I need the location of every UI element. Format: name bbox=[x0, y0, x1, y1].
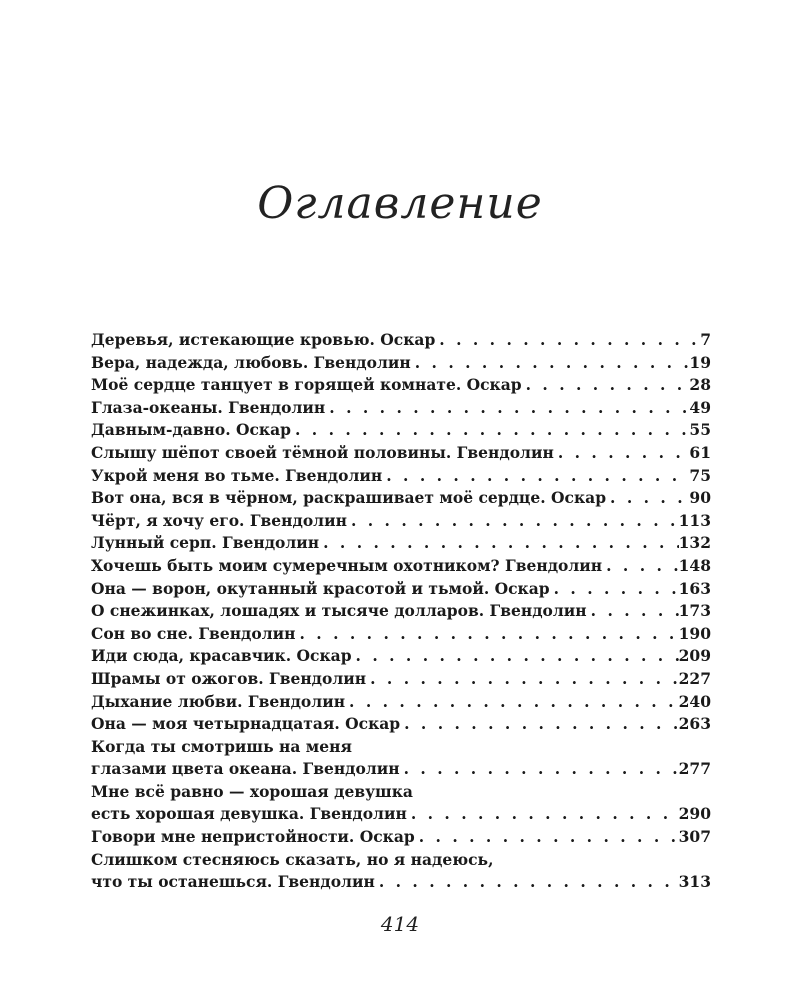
toc-entry-page: 61 bbox=[689, 442, 711, 462]
toc-entry-title: Чёрт, я хочу его. Гвендолин bbox=[91, 510, 347, 530]
toc-entry-title: Говори мне непристойности. Оскар bbox=[91, 827, 415, 847]
toc-entry-page: 227 bbox=[678, 668, 711, 688]
toc-entry[interactable] bbox=[91, 329, 711, 352]
dot-leader bbox=[407, 803, 679, 826]
toc-entry-page: 190 bbox=[678, 623, 711, 643]
toc-entry-title: Укрой меня во тьме. Гвендолин bbox=[91, 465, 383, 485]
toc-entry[interactable] bbox=[91, 352, 711, 375]
toc-entry-page: 90 bbox=[689, 488, 711, 508]
toc-entry-page: 148 bbox=[678, 555, 711, 575]
toc-entry-first-line bbox=[91, 781, 711, 804]
toc-entry-title-line1: Когда ты смотришь на меня bbox=[91, 736, 352, 756]
toc-entry-page: 113 bbox=[678, 510, 711, 530]
toc-entry[interactable] bbox=[91, 555, 711, 578]
dot-leader bbox=[382, 465, 689, 488]
page-number: 414 bbox=[380, 912, 420, 936]
toc-entry-page: 307 bbox=[678, 827, 711, 847]
toc-entry[interactable] bbox=[91, 374, 711, 397]
dot-leader bbox=[319, 532, 679, 555]
page-title: Оглавление bbox=[257, 178, 543, 229]
toc-entry[interactable] bbox=[91, 691, 711, 714]
toc-entry-page: 277 bbox=[678, 759, 711, 779]
toc-entry[interactable] bbox=[91, 645, 711, 668]
toc-entry[interactable] bbox=[91, 600, 711, 623]
toc-entry-page: 313 bbox=[678, 872, 711, 892]
toc-entry-title: Деревья, истекающие кровью. Оскар bbox=[91, 330, 436, 349]
dot-leader bbox=[400, 758, 679, 781]
dot-leader bbox=[554, 442, 690, 465]
toc-entry-title-line1: Слишком стесняюсь сказать, но я надеюсь, bbox=[91, 849, 494, 869]
toc-entry-page: 132 bbox=[678, 533, 711, 553]
toc-entry-title: Лунный серп. Гвендолин bbox=[91, 533, 320, 553]
toc-entry-title: Шрамы от ожогов. Гвендолин bbox=[91, 668, 367, 688]
toc-entry[interactable] bbox=[91, 758, 711, 781]
toc-entry-page: 49 bbox=[689, 397, 711, 417]
toc-entry-title: Хочешь быть моим сумеречным охотником? Гвендолин bbox=[91, 555, 603, 575]
toc-entry-title-line1: Мне всё равно — хорошая девушка bbox=[91, 781, 413, 801]
toc-entry-title: Вот она, вся в чёрном, раскрашивает моё сердце. Оскар bbox=[91, 488, 607, 508]
toc-entry-page: 55 bbox=[689, 420, 711, 440]
dot-leader bbox=[411, 352, 690, 375]
dot-leader bbox=[325, 397, 689, 420]
toc-entry-title: Давным-давно. Оскар bbox=[91, 420, 292, 440]
dot-leader bbox=[366, 668, 679, 691]
toc-entry-title: Моё сердце танцует в горящей комнате. Оскар bbox=[91, 375, 522, 395]
toc-entry[interactable] bbox=[91, 442, 711, 465]
dot-leader bbox=[347, 510, 679, 533]
toc-entry-title: Вера, надежда, любовь. Гвендолин bbox=[91, 352, 411, 372]
dot-leader bbox=[522, 374, 690, 397]
toc-entry-page: 209 bbox=[678, 646, 711, 666]
toc-entry-title: Сон во сне. Гвендолин bbox=[91, 623, 296, 643]
toc-entry[interactable] bbox=[91, 871, 711, 894]
dot-leader bbox=[587, 600, 679, 623]
toc-entry-first-line bbox=[91, 736, 711, 759]
dot-leader bbox=[295, 623, 678, 646]
toc-entry-page: 75 bbox=[689, 465, 711, 485]
toc-entry-page: 263 bbox=[678, 714, 711, 734]
toc-entry-title: О снежинках, лошадях и тысяче долларов. Гвендолин bbox=[91, 601, 587, 621]
dot-leader bbox=[375, 871, 679, 894]
table-of-contents bbox=[91, 329, 711, 894]
dot-leader bbox=[400, 713, 679, 736]
toc-entry[interactable] bbox=[91, 532, 711, 555]
toc-entry-title: есть хорошая девушка. Гвендолин bbox=[91, 804, 407, 824]
toc-entry-title: Глаза-океаны. Гвендолин bbox=[91, 397, 326, 417]
toc-entry[interactable] bbox=[91, 419, 711, 442]
dot-leader bbox=[352, 645, 679, 668]
dot-leader bbox=[415, 826, 679, 849]
toc-entry-title: Дыхание любви. Гвендолин bbox=[91, 691, 346, 711]
toc-entry[interactable] bbox=[91, 510, 711, 533]
toc-entry-title: Она — моя четырнадцатая. Оскар bbox=[91, 714, 401, 734]
dot-leader bbox=[345, 691, 679, 714]
toc-entry[interactable] bbox=[91, 826, 711, 849]
toc-entry-page: 163 bbox=[678, 578, 711, 598]
toc-entry-page: 7 bbox=[700, 330, 711, 349]
toc-entry-page: 173 bbox=[678, 601, 711, 621]
toc-entry-title: глазами цвета океана. Гвендолин bbox=[91, 759, 400, 779]
toc-entry[interactable] bbox=[91, 578, 711, 601]
dot-leader bbox=[602, 555, 679, 578]
toc-entry-page: 240 bbox=[678, 691, 711, 711]
toc-entry-title: что ты останешься. Гвендолин bbox=[91, 872, 375, 892]
toc-entry[interactable] bbox=[91, 487, 711, 510]
toc-entry[interactable] bbox=[91, 465, 711, 488]
toc-entry-page: 290 bbox=[678, 804, 711, 824]
toc-entry-title: Слышу шёпот своей тёмной половины. Гвендолин bbox=[91, 442, 554, 462]
toc-entry-page: 19 bbox=[689, 352, 711, 372]
toc-entry-title: Она — ворон, окутанный красотой и тьмой. Оскар bbox=[91, 578, 550, 598]
dot-leader bbox=[606, 487, 689, 510]
toc-entry-title: Иди сюда, красавчик. Оскар bbox=[91, 646, 352, 666]
toc-entry[interactable] bbox=[91, 397, 711, 420]
toc-entry[interactable] bbox=[91, 668, 711, 691]
toc-entry[interactable] bbox=[91, 803, 711, 826]
dot-leader bbox=[291, 419, 689, 442]
toc-entry[interactable] bbox=[91, 713, 711, 736]
toc-entry[interactable] bbox=[91, 623, 711, 646]
toc-entry-first-line bbox=[91, 849, 711, 872]
dot-leader bbox=[435, 329, 700, 352]
toc-entry-page: 28 bbox=[689, 375, 711, 395]
dot-leader bbox=[550, 578, 679, 601]
